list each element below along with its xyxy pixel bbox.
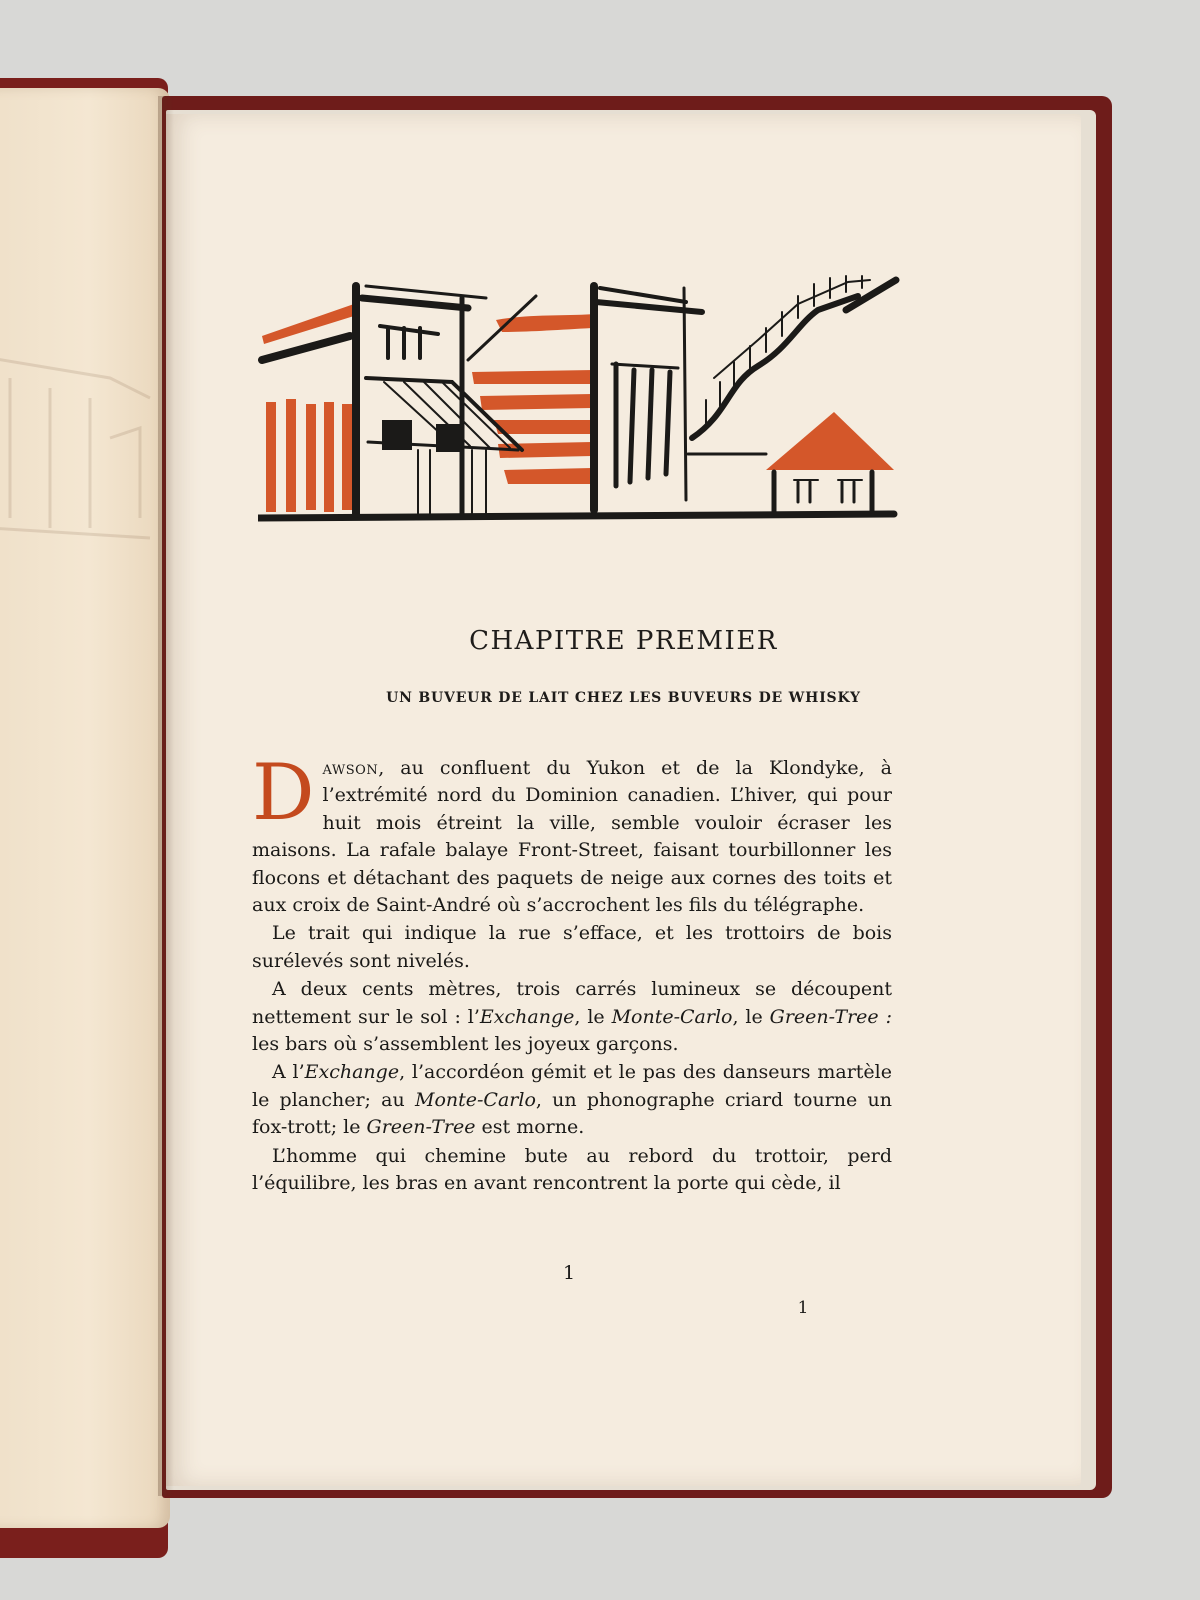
- exchange-italic: Exchange: [479, 1005, 575, 1028]
- opening-smallcaps: awson: [322, 757, 379, 779]
- paragraph-4: [252, 1059, 892, 1141]
- signature-mark: 1: [797, 1298, 809, 1318]
- p4-text-a: A l’: [272, 1061, 305, 1084]
- greentree-italic-2: Green-Tree: [366, 1116, 476, 1139]
- chapter-subtitle: UN BUVEUR DE LAIT CHEZ LES BUVEURS DE WHISKY: [386, 690, 861, 706]
- montecarlo-italic: Monte-Carlo: [611, 1005, 733, 1028]
- body-text: [252, 748, 892, 1198]
- page-number: 1: [562, 1262, 576, 1284]
- drop-cap: D: [252, 748, 315, 838]
- left-page: [0, 88, 170, 1528]
- paragraph-1-text: , au confluent du Yukon et de la Klondyke, à l’extrémité nord du Dominion canadien. L’hiver, qui pour huit mois étreint la ville, semble vouloir écraser les maisons. La rafale balaye Front-Street, faisant tourbillonner les flocons et détachant des paquets de neige aux cornes des toits et aux croix de Saint-André où s’accrochent les fils du télégraphe.: [252, 757, 892, 917]
- show-through-ghost-illustration: [0, 318, 160, 578]
- street-scene-vignette: [258, 274, 903, 526]
- paragraph-1: [252, 748, 892, 919]
- p4-text-b: , l’accordéon gémit et le pas des danseurs martèle le plancher; au: [252, 1061, 892, 1111]
- p4-text-c: , un phonographe criard tourne un fox-trott; le: [252, 1088, 892, 1139]
- paragraph-5: L’homme qui chemine bute au rebord du trottoir, perd l’équilibre, les bras en avant rencontrent la porte qui cède, il: [252, 1144, 892, 1195]
- p3-text-d: les bars où s’assemblent les joyeux garçons.: [252, 1033, 679, 1056]
- p3-text-a: A deux cents mètres, trois carrés lumineux se découpent nettement sur le sol : l’: [252, 978, 892, 1028]
- montecarlo-italic-2: Monte-Carlo: [414, 1088, 536, 1111]
- chapter-title: CHAPITRE PREMIER: [469, 626, 778, 656]
- greentree-italic: Green-Tree :: [769, 1005, 892, 1028]
- paragraph-2: Le trait qui indique la rue s’efface, et les trottoirs de bois surélevés sont nivelés.: [252, 922, 892, 972]
- exchange-italic-2: Exchange: [304, 1061, 400, 1084]
- paragraph-3: [252, 976, 892, 1058]
- p3-text-b: , le: [574, 1005, 612, 1028]
- p3-text-c: , le: [732, 1005, 770, 1028]
- p4-text-d: est morne.: [475, 1116, 585, 1139]
- book-gutter-shadow: [158, 96, 174, 1496]
